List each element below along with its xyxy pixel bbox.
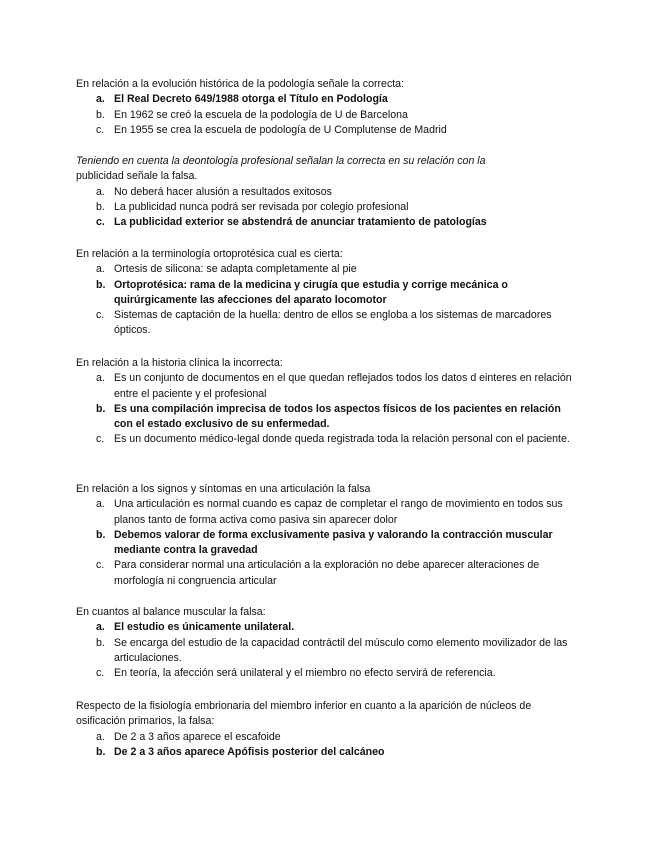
option-c xyxy=(76,432,581,447)
option-b xyxy=(76,528,581,559)
option-a xyxy=(76,262,581,277)
option-text: Es una compilación imprecisa de todos los aspectos físicos de los pacientes en relación con el estado exclusivo de su enfermedad. xyxy=(114,402,561,431)
option-letter: c. xyxy=(96,309,105,322)
option-letter: b. xyxy=(96,108,105,121)
option-b xyxy=(76,402,581,433)
option-letter: a. xyxy=(96,621,105,634)
option-text: De 2 a 3 años aparece Apófisis posterior del calcáneo xyxy=(114,745,385,758)
option-a xyxy=(76,185,581,200)
option-c xyxy=(76,666,581,681)
option-text: Es un documento médico-legal donde queda registrada toda la relación personal con el paciente. xyxy=(114,433,570,446)
option-letter: b. xyxy=(96,745,106,758)
option-text: Ortoprotésica: rama de la medicina y cirugía que estudia y corrige mecánica o quirúrgicamente las afecciones del aparato locomotor xyxy=(114,278,508,306)
option-text: En teoría, la afección será unilateral y el miembro no efecto servirá de referencia. xyxy=(114,667,496,680)
option-c xyxy=(76,308,581,339)
option-a xyxy=(76,371,581,402)
question-stem-italic: Teniendo en cuenta la deontología profesional señalan la correcta en su relación con la xyxy=(76,155,486,167)
option-text: Ortesis de silicona: se adapta completamente al pie xyxy=(114,263,357,276)
option-b xyxy=(76,278,581,309)
option-b xyxy=(76,200,581,215)
option-letter: c. xyxy=(96,216,105,229)
option-letter: a. xyxy=(96,93,105,106)
option-letter: b. xyxy=(96,402,106,415)
option-text: No deberá hacer alusión a resultados exitosos xyxy=(114,185,332,198)
option-text: En 1962 se creó la escuela de la podología de U de Barcelona xyxy=(114,108,408,121)
option-b xyxy=(76,745,581,760)
question-stem: En relación a la evolución histórica de la podología señale la correcta: xyxy=(76,78,405,90)
option-letter: b. xyxy=(96,528,106,541)
option-text: La publicidad exterior se abstendrá de anunciar tratamiento de patologías xyxy=(114,216,487,229)
question-stem: En relación a los signos y síntomas en una articulación la falsa xyxy=(76,483,371,495)
option-a xyxy=(76,497,581,528)
option-letter: c. xyxy=(96,433,105,446)
option-a xyxy=(76,92,581,107)
option-text: El estudio es únicamente unilateral. xyxy=(114,621,295,634)
option-letter: b. xyxy=(96,278,106,291)
option-text: Debemos valorar de forma exclusivamente pasiva y valorando la contracción muscular mediante contra la gravedad xyxy=(114,528,553,557)
option-c xyxy=(76,558,581,589)
option-b xyxy=(76,636,581,667)
option-text: Para considerar normal una articulación a la exploración no debe aparecer alteraciones de morfología ni congruencia articular xyxy=(114,559,540,587)
option-text: De 2 a 3 años aparece el escafoide xyxy=(114,730,281,743)
options-list xyxy=(76,262,581,338)
options-list xyxy=(76,497,581,589)
option-text: Sistemas de captación de la huella: dentro de ellos se engloba a los sistemas de marcadores ópticos. xyxy=(114,309,552,337)
option-text: El Real Decreto 649/1988 otorga el Título en Podología xyxy=(114,93,388,106)
option-letter: b. xyxy=(96,200,105,213)
question-stem xyxy=(76,154,581,185)
question-7 xyxy=(76,699,581,760)
question-stem: Respecto de la fisiología embrionaria del miembro inferior en cuanto a la aparición de núcleos de osificación primarios, la falsa: xyxy=(76,700,532,728)
option-c xyxy=(76,123,581,138)
option-letter: b. xyxy=(96,636,105,649)
options-list xyxy=(76,620,581,681)
options-list xyxy=(76,730,581,761)
question-6 xyxy=(76,605,581,681)
question-stem: En cuantos al balance muscular la falsa: xyxy=(76,606,266,618)
question-2 xyxy=(76,154,581,230)
option-letter: a. xyxy=(96,730,105,743)
question-4 xyxy=(76,356,581,448)
option-letter: a. xyxy=(96,185,105,198)
option-a xyxy=(76,730,581,745)
option-letter: c. xyxy=(96,667,105,680)
option-text: Una articulación es normal cuando es capaz de completar el rango de movimiento en todos sus planos tanto de forma activa como pasiva sin aparecer dolor xyxy=(114,498,563,526)
option-letter: a. xyxy=(96,372,105,385)
option-text: Se encarga del estudio de la capacidad contráctil del músculo como elemento movilizador de las articulaciones. xyxy=(114,636,568,664)
option-letter: a. xyxy=(96,263,105,276)
question-5 xyxy=(76,482,581,589)
question-stem: En relación a la historia clínica la incorrecta: xyxy=(76,357,283,369)
options-list xyxy=(76,185,581,231)
option-text: La publicidad nunca podrá ser revisada por colegio profesional xyxy=(114,200,409,213)
question-3 xyxy=(76,247,581,339)
options-list xyxy=(76,92,581,138)
option-letter: c. xyxy=(96,559,105,572)
question-1 xyxy=(76,77,581,138)
question-stem: En relación a la terminología ortoprotésica cual es cierta: xyxy=(76,248,343,260)
option-text: En 1955 se crea la escuela de podología de U Complutense de Madrid xyxy=(114,123,447,136)
option-c xyxy=(76,215,581,230)
option-text: Es un conjunto de documentos en el que quedan reflejados todos los datos d einteres en relación entre el paciente y el profesional xyxy=(114,372,572,400)
option-b xyxy=(76,108,581,123)
option-letter: c. xyxy=(96,123,105,136)
question-stem-rest: publicidad señale la falsa. xyxy=(76,170,198,183)
option-letter: a. xyxy=(96,498,105,511)
options-list xyxy=(76,371,581,447)
option-a xyxy=(76,620,581,635)
